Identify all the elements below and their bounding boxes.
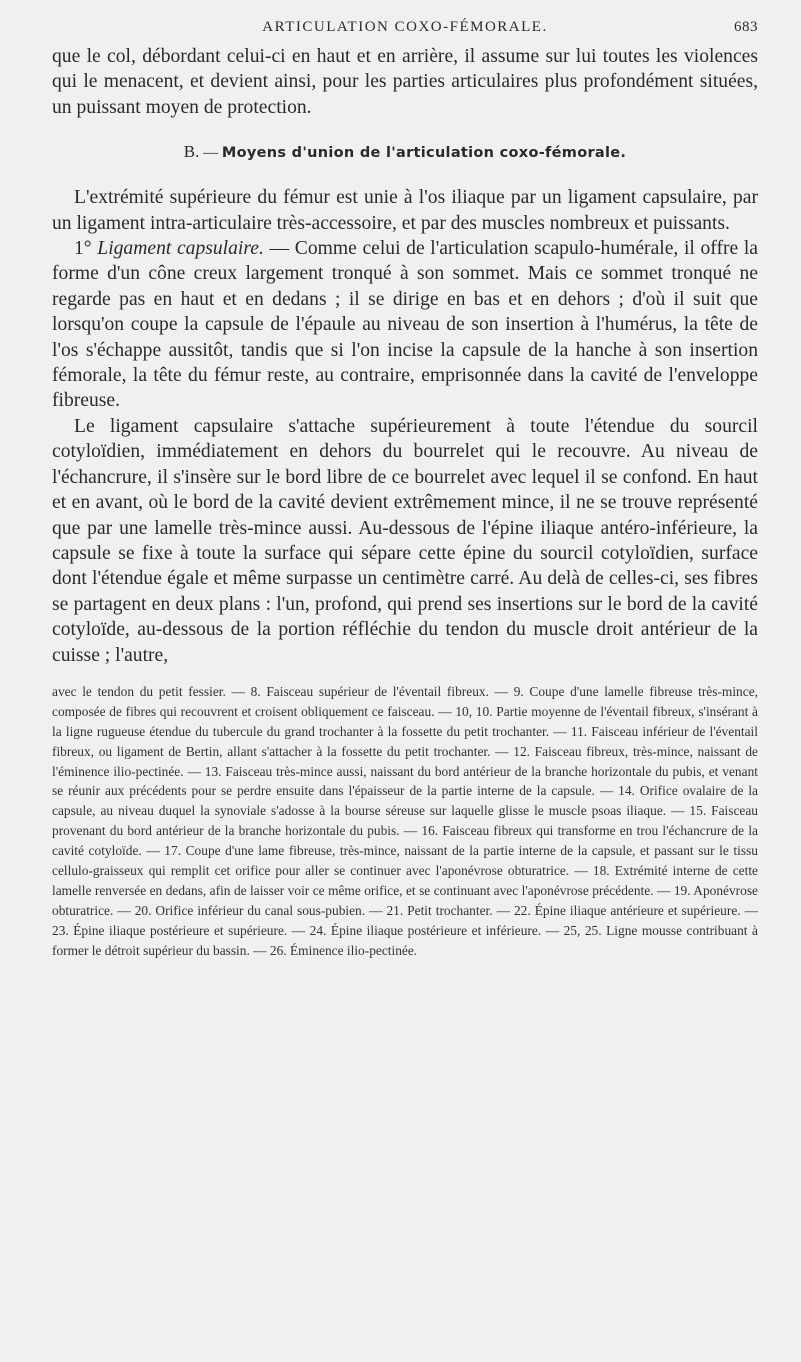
insertion-paragraph: Le ligament capsulaire s'attache supérieurement à toute l'étendue du sourcil cotyloïdien, immédiatement en dehors du bourrelet qui le recouvre. Au niveau de l'échancrure, il s'insère sur le bord libre de ce bourrelet avec lequel il se confond. En haut et en avant, où le bord de la cavité devient extrêmement mince, il ne se trouve représenté que par une lamelle très-mince aussi. Au-dessous de l'épine iliaque antéro-inférieure, la capsule se fixe à toute la surface qui sépare cette épine du sourcil cotyloïdien, surface dont l'étendue égale et même surpasse un centimètre carré. Au delà de celles-ci, ses fibres se partagent en deux plans : l'un, profond, qui prend ses insertions sur le bord de la cavité cotyloïde, au-dessous de la portion réfléchie du tendon du muscle droit antérieur de la cuisse ; l'autre, — [52, 415, 758, 666]
section-heading — [52, 142, 758, 163]
main-text — [52, 44, 758, 668]
running-head — [52, 14, 758, 40]
item-text: — Comme celui de l'articulation scapulo-humérale, il offre la forme d'un cône creux largement tronqué à son sommet. Mais ce sommet tronqué ne regarde pas en haut et en dedans ; il se dirige en bas et en dehors ; d'où il suit que lorsqu'on coupe la capsule de l'épaule au niveau de son insertion à l'humérus, la tête de l'os s'échappe aussitôt, tandis que si l'on incise la capsule de la hanche à son insertion fémorale, la tête du fémur reste, au contraire, emprisonnée dans la cavité de l'enveloppe fibreuse. — [52, 238, 759, 412]
section-letter: B. — [183, 142, 200, 162]
item-number: 1° — [74, 238, 92, 260]
item-title: Ligament capsulaire. — [97, 238, 264, 260]
running-title: ARTICULATION COXO-FÉMORALE. — [262, 19, 548, 35]
section-dash: — — [203, 145, 219, 162]
section-title: Moyens d'union de l'articulation coxo-fémorale. — [221, 145, 627, 162]
continuation-paragraph: que le col, débordant celui-ci en haut et en arrière, il assume sur lui toutes les violences qui le menacent, et devient ainsi, pour les parties articulaires plus profondément situées, un puissant moyen de protection. — [52, 46, 758, 118]
page-number: 683 — [734, 19, 758, 35]
ligament-capsulaire-paragraph — [52, 236, 758, 414]
intro-paragraph: L'extrémité supérieure du fémur est unie à l'os iliaque par un ligament capsulaire, par un ligament intra-articulaire très-accessoire, et par des muscles nombreux et puissants. — [52, 187, 758, 234]
figure-caption: avec le tendon du petit fessier. — 8. Faisceau supérieur de l'éventail fibreux. — 9. Coupe d'une lamelle fibreuse très-mince, composée de fibres qui recouvrent et croisent obliquement ce faisceau. — 10, 10. Partie moyenne de l'éventail fibreux, s'insérant à la ligne rugueuse étendue du tubercule du grand trochanter à la fossette du petit trochanter. — 11. Faisceau inférieur de l'éventail fibreux, ou ligament de Bertin, allant s'attacher à la fossette du petit trochanter. — 12. Faisceau fibreux, très-mince, naissant de l'éminence ilio-pectinée. — 13. Faisceau très-mince aussi, naissant du bord antérieur de la branche horizontale du pubis, et venant se réunir aux précédents pour se perdre ensuite dans l'épaisseur de la partie interne de la capsule. — 14. Orifice ovalaire de la capsule, au niveau duquel la synoviale s'adosse à la bourse séreuse sur laquelle glisse le muscle psoas iliaque. — 15. Faisceau provenant du bord antérieur de la branche horizontale du pubis. — 16. Faisceau fibreux qui transforme en trou l'échancrure de la cavité cotyloïde. — 17. Coupe d'une lame fibreuse, très-mince, naissant de la partie interne de la capsule, et passant sur le tissu cellulo-graisseux qui remplit cet orifice pour aller se continuer avec l'aponévrose obturatrice. — 18. Extrémité interne de cette lamelle renversée en dedans, afin de laisser voir ce même orifice, et se continuant avec l'aponévrose précédente. — 19. Aponévrose obturatrice. — 20. Orifice inférieur du canal sous-pubien. — 21. Petit trochanter. — 22. Épine iliaque antérieure et supérieure. — 23. Épine iliaque postérieure et supérieure. — 24. Épine iliaque postérieure et inférieure. — 25, 25. Ligne mousse contribuant à former le détroit supérieur du bassin. — 26. Éminence ilio-pectinée. — [52, 683, 758, 958]
